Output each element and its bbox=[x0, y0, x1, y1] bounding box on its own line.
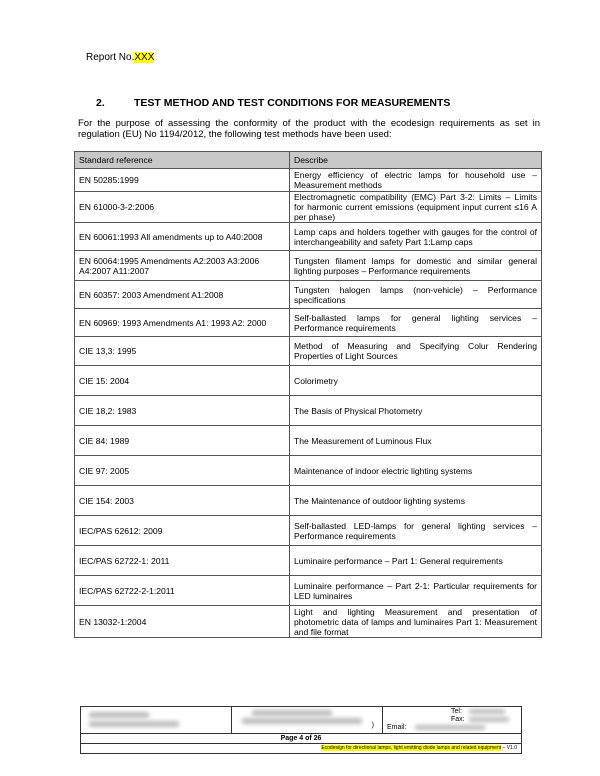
describe-cell: Lamp caps and holders together with gauges for the control of interchangeability and safety Part 1:Lamp caps bbox=[290, 223, 542, 251]
redacted-company-name bbox=[89, 712, 149, 718]
redacted-address-line-2 bbox=[242, 718, 362, 724]
standard-reference-cell: EN 61000-3-2:2006 bbox=[75, 192, 290, 223]
standard-reference-cell: IEC/PAS 62612: 2009 bbox=[75, 516, 290, 546]
table-row bbox=[75, 169, 542, 192]
describe-cell: Maintenance of indoor electric lighting systems bbox=[290, 456, 542, 486]
standard-reference-cell: IEC/PAS 62722-1: 2011 bbox=[75, 546, 290, 576]
footer-phone-cell bbox=[383, 707, 521, 733]
redacted-fax bbox=[469, 717, 509, 722]
page-footer bbox=[80, 706, 522, 754]
describe-cell: Colorimetry bbox=[290, 366, 542, 396]
describe-cell: Tungsten halogen lamps (non-vehicle) – Performance specifications bbox=[290, 281, 542, 309]
table-row bbox=[75, 546, 542, 576]
footer-email-label: Email: bbox=[387, 724, 407, 731]
footer-address-cell bbox=[232, 707, 383, 733]
table-row bbox=[75, 576, 542, 606]
standard-reference-cell: CIE 13,3: 1995 bbox=[75, 337, 290, 366]
report-number-label: Report No. bbox=[86, 52, 135, 63]
table-row bbox=[75, 309, 542, 337]
section-heading bbox=[96, 97, 450, 109]
describe-cell: The Maintenance of outdoor lighting systems bbox=[290, 486, 542, 516]
footer-paren: ) bbox=[371, 722, 374, 729]
table-row bbox=[75, 223, 542, 251]
standard-reference-cell: CIE 18,2: 1983 bbox=[75, 396, 290, 426]
standard-reference-cell: CIE 15: 2004 bbox=[75, 366, 290, 396]
footer-contact-box bbox=[80, 706, 522, 734]
table-row bbox=[75, 606, 542, 638]
describe-cell: Self-ballasted lamps for general lighting services – Performance requirements bbox=[290, 309, 542, 337]
table-row bbox=[75, 366, 542, 396]
redacted-company-address bbox=[89, 721, 179, 727]
describe-cell: Luminaire performance – Part 2-1: Particular requirements for LED luminaires bbox=[290, 576, 542, 606]
standard-reference-cell: EN 60061:1993 All amendments up to A40:2008 bbox=[75, 223, 290, 251]
standard-reference-cell: CIE 97: 2005 bbox=[75, 456, 290, 486]
standard-reference-cell: EN 13032-1:2004 bbox=[75, 606, 290, 638]
table-body bbox=[75, 169, 542, 638]
table-row bbox=[75, 396, 542, 426]
header-describe: Describe bbox=[290, 152, 542, 169]
table-row bbox=[75, 516, 542, 546]
report-number bbox=[86, 52, 154, 63]
describe-cell: Electromagnetic compatibility (EMC) Part 3-2: Limits – Limits for harmonic current emissions (equipment input current ≤16 A per phase) bbox=[290, 192, 542, 223]
section-number: 2. bbox=[96, 97, 105, 109]
standard-reference-cell: IEC/PAS 62722-2-1:2011 bbox=[75, 576, 290, 606]
table-row bbox=[75, 426, 542, 456]
redacted-address-line-1 bbox=[252, 710, 332, 716]
version-note: Ecodesign for directional lamps, light emitting diode lamps and related equipment bbox=[321, 745, 502, 751]
standard-reference-cell: EN 60969: 1993 Amendments A1: 1993 A2: 2000 bbox=[75, 309, 290, 337]
table-row bbox=[75, 281, 542, 309]
table-header-row bbox=[75, 152, 542, 169]
describe-cell: Tungsten filament lamps for domestic and similar general lighting purposes – Performance requirements bbox=[290, 251, 542, 281]
describe-cell: Self-ballasted LED-lamps for general lighting services – Performance requirements bbox=[290, 516, 542, 546]
version-line bbox=[80, 744, 522, 754]
version-number: – V1.0 bbox=[502, 745, 517, 751]
section-title: TEST METHOD AND TEST CONDITIONS FOR MEASUREMENTS bbox=[134, 97, 451, 109]
footer-company-cell bbox=[81, 707, 232, 733]
describe-cell: Energy efficiency of electric lamps for household use – Measurement methods bbox=[290, 169, 542, 192]
page-number: Page 4 of 26 bbox=[80, 734, 522, 744]
redacted-email bbox=[415, 725, 485, 730]
footer-fax-label: Fax: bbox=[451, 716, 465, 723]
describe-cell: Method of Measuring and Specifying Colur Rendering Properties of Light Sources bbox=[290, 337, 542, 366]
standard-reference-cell: CIE 154: 2003 bbox=[75, 486, 290, 516]
report-number-value: XXX bbox=[134, 52, 155, 63]
table-row bbox=[75, 251, 542, 281]
table-row bbox=[75, 192, 542, 223]
describe-cell: Luminaire performance – Part 1: General requirements bbox=[290, 546, 542, 576]
header-standard-reference: Standard reference bbox=[75, 152, 290, 169]
standard-reference-cell: EN 60064:1995 Amendments A2:2003 A3:2006 A4:2007 A11:2007 bbox=[75, 251, 290, 281]
table-row bbox=[75, 456, 542, 486]
describe-cell: The Measurement of Luminous Flux bbox=[290, 426, 542, 456]
standard-reference-cell: CIE 84: 1989 bbox=[75, 426, 290, 456]
table-row bbox=[75, 486, 542, 516]
standard-reference-cell: EN 50285:1999 bbox=[75, 169, 290, 192]
describe-cell: The Basis of Physical Photometry bbox=[290, 396, 542, 426]
standard-reference-cell: EN 60357: 2003 Amendment A1:2008 bbox=[75, 281, 290, 309]
intro-paragraph: For the purpose of assessing the conformity of the product with the ecodesign requirements as set in regulation (EU) No 1194/2012, the following test methods have been used: bbox=[78, 118, 540, 140]
footer-tel-label: Tel: bbox=[451, 708, 462, 715]
describe-cell: Light and lighting Measurement and presentation of photometric data of lamps and luminaires Part 1: Measurement and file format bbox=[290, 606, 542, 638]
redacted-tel bbox=[469, 709, 505, 714]
standards-table bbox=[74, 151, 542, 638]
table-row bbox=[75, 337, 542, 366]
